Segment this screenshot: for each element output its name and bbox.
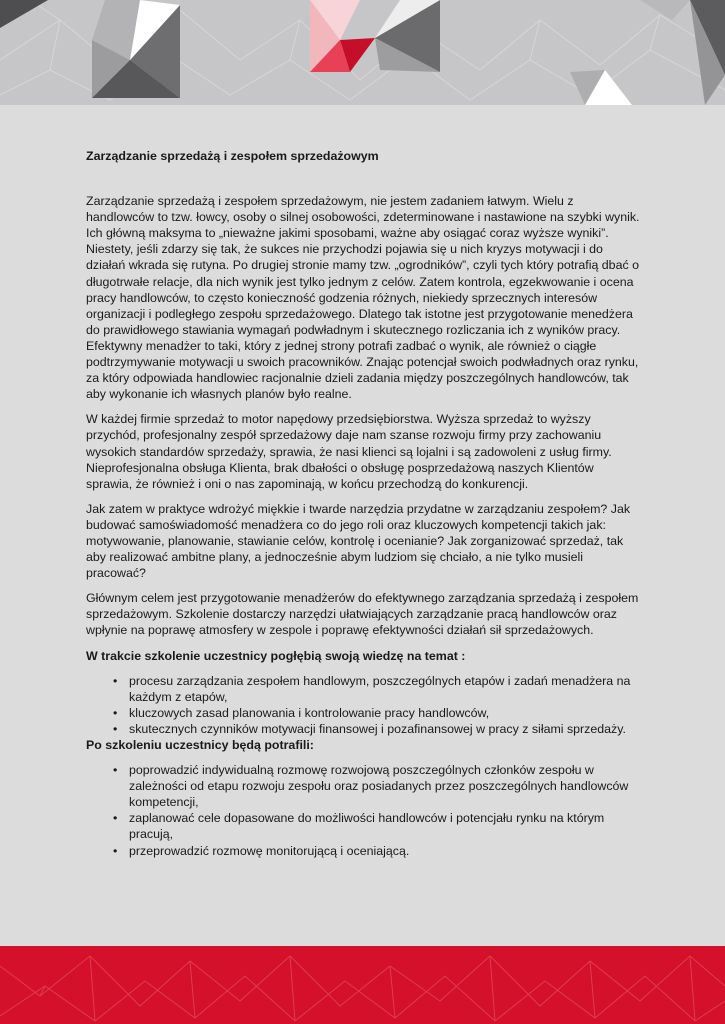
document-body <box>86 148 640 859</box>
paragraph-sales-engine: W każdej firmie sprzedaż to motor napędowy przedsiębiorstwa. Wyższa sprzedaż to wyższy przychód, profesjonalny zespół sprzedażowy daje nam szanse rozwoju firmy przy zachowaniu wysokich standardów sprzedaży, sprawia, że nasi klienci są lojalni i są zadowoleni z usług firmy. Nieprofesjonalna obsługa Klienta, brak dbałości o obsługę posprzedażową naszych Klientów sprawia, że również i oni o nas zapominają, w końcu przechodzą do konkurencji. <box>86 412 612 491</box>
list-item: • procesu zarządzania zespołem handlowym, poszczególnych etapów i zadań menadżera na każdym z etapów, <box>129 673 640 705</box>
paragraph-questions: Jak zatem w praktyce wdrożyć miękkie i twarde narzędzia przydatne w zarządzaniu zespołem? Jak budować samoświadomość menadżera co do jego roli oraz kluczowych kompetencji takich jak: motywowanie, planowanie, stawianie celów, kontrolę i ocenianie? Jak zorganizować sprzedaż, tak aby realizować ambitne plany, a jednocześnie abym ludziom się chciało, a nie tylko musieli pracować? <box>86 501 631 581</box>
paragraph-intro: Zarządzanie sprzedażą i zespołem sprzedażowym, nie jestem zadaniem łatwym. Wielu z handlowców to tzw. łowcy, osoby o silnej osobowości, zdeterminowane i nastawione na szybki wynik. Ich główną maksyma to „nieważne jakimi sposobami, ważne aby osiągać coraz wyższe wyniki”. Niestety, jeśli zdarzy się tak, że sukces nie przychodzi pojawia się u nich kryzys motywacji i do działań wkrada się rutyna. Po drugiej stronie mamy tzw. „ogrodników”, czyli tych który potrafią dbać o długotrwałe relacje, dla nich wynik jest tylko jednym z celów. Zatem kontrola, egzekwowanie i ocena pracy handlowców, to często konieczność godzenia różnych, niekiedy sprzecznych interesów organizacji i podległego zespołu sprzedażowego. Dlatego tak istotne jest przygotowanie menedżera do prawidłowego stawiania wymagań podwładnym i skutecznego rozliczania ich z wyników pracy. Efektywny menadżer to taki, który z jednej strony potrafi zadbać o wynik, ale również o ciągłe podtrzymywanie motywacji u swoich pracowników. Znając potencjał swoich podwładnych oraz rynku, za który odpowiada handlowiec racjonalnie dzieli zadania między poszczególnych handlowców, tak aby wykonanie ich własnych planów było realne. <box>86 194 640 402</box>
list-item: • przeprowadzić rozmowę monitorującą i oceniającą. <box>129 843 640 859</box>
header-banner <box>0 0 725 105</box>
geometric-pattern-graphic <box>0 0 725 105</box>
list-item: • skutecznych czynników motywacji finansowej i pozafinansowej w pracy z siłami sprzedaży. <box>129 721 640 737</box>
list-item: • kluczowych zasad planowania i kontrolowanie pracy handlowców, <box>129 705 640 721</box>
list-item: • poprowadzić indywidualną rozmowę rozwojową poszczególnych członków zespołu w zależności od etapu rozwoju zespołu oraz posiadanych przez poszczególnych handlowców kompetencji, <box>129 762 640 810</box>
document-title: Zarządzanie sprzedażą i zespołem sprzedażowym <box>86 149 379 163</box>
list-item: • zaplanować cele dopasowane do możliwości handlowców i potencjału rynku na którym pracują, <box>129 810 640 842</box>
knowledge-list <box>86 673 640 737</box>
footer-banner <box>0 946 725 1024</box>
section-knowledge-heading: W trakcie szkolenie uczestnicy pogłębią swoją wiedzę na temat : <box>86 648 466 663</box>
skills-list <box>86 762 640 859</box>
section-skills-heading: Po szkoleniu uczestnicy będą potrafili: <box>86 738 314 752</box>
red-pattern-graphic <box>0 946 725 1024</box>
paragraph-goal: Głównym celem jest przygotowanie menadżerów do efektywnego zarządzania sprzedażą i zespołem sprzedażowym. Szkolenie dostarczy narzędzi ułatwiających zarządzanie pracą handlowców oraz wpłynie na poprawę atmosfery w zespole i poprawę efektywności działań sił sprzedażowych. <box>86 591 639 638</box>
